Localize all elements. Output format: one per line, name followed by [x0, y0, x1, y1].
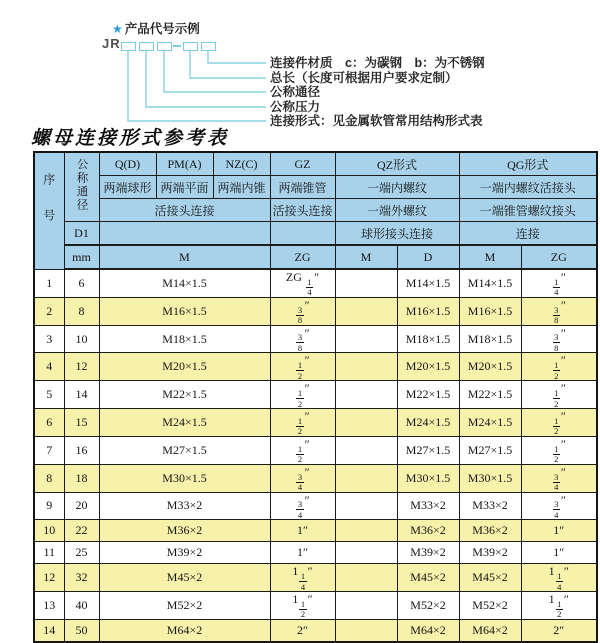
header-group-q: Q(D)	[99, 152, 156, 176]
qz-m-cell	[335, 381, 397, 409]
dn-cell: 25	[64, 542, 99, 564]
table-row	[34, 464, 597, 492]
m-thread-cell: M16×1.5	[99, 297, 270, 325]
m-thread-cell: M45×2	[99, 564, 270, 592]
header-pm-desc: 两端平面	[156, 176, 213, 199]
header-group-pm: PM(A)	[156, 152, 213, 176]
qz-m-cell	[335, 592, 397, 620]
table-row	[34, 592, 597, 620]
qz-m-cell	[335, 269, 397, 297]
serial-cell: 9	[34, 492, 64, 520]
m-thread-cell: M30×1.5	[99, 464, 270, 492]
header-serial: 序号	[34, 152, 64, 269]
code-box	[183, 42, 198, 51]
qz-m-cell	[335, 464, 397, 492]
header-qg-connect: 连接	[459, 222, 597, 246]
header-qz-ball-connect: 球形接头连接	[335, 222, 459, 246]
m-thread-cell: M14×1.5	[99, 269, 270, 297]
code-dash	[173, 45, 181, 47]
gz-zg-cell: $\frac{3}{8}$ ″	[270, 297, 335, 325]
callout-connection: 连接形式：见金属软管常用结构形式表	[270, 114, 483, 128]
code-box	[139, 42, 154, 51]
dn-cell: 22	[64, 520, 99, 542]
diagram-title	[112, 19, 200, 37]
star-icon: ★	[112, 22, 123, 36]
header-nz-desc: 两端内锥	[213, 176, 270, 199]
qg-zg-cell: $\frac{1}{4}$ ″	[521, 269, 597, 297]
qg-m-cell: M52×2	[459, 592, 521, 620]
m-thread-cell: M36×2	[99, 520, 270, 542]
qg-m-cell: M24×1.5	[459, 409, 521, 437]
dn-cell: 16	[64, 436, 99, 464]
diagram-title-text: 产品代号示例	[124, 22, 200, 36]
header-qg-zg: ZG	[521, 245, 597, 269]
m-thread-cell: M64×2	[99, 619, 270, 642]
qg-m-cell: M64×2	[459, 619, 521, 642]
gz-zg-cell: $\frac{1}{2}$ ″	[270, 381, 335, 409]
qz-m-cell	[335, 520, 397, 542]
serial-cell: 12	[34, 564, 64, 592]
serial-cell: 3	[34, 325, 64, 353]
table-header	[34, 152, 597, 269]
qz-m-cell	[335, 325, 397, 353]
qz-m-cell	[335, 297, 397, 325]
qz-d-cell: M64×2	[397, 619, 459, 642]
qg-zg-cell: $\frac{3}{8}$ ″	[521, 297, 597, 325]
gz-zg-cell: ZG $\frac{1}{4}$ ″	[270, 269, 335, 297]
header-gz-desc: 两端锥管	[270, 176, 335, 199]
qz-d-cell: M45×2	[397, 564, 459, 592]
qg-zg-cell: $\frac{1}{2}$ ″	[521, 436, 597, 464]
header-empty-cell	[270, 222, 335, 246]
header-unit-mm: mm	[64, 245, 99, 269]
header-bore: 公称通径	[64, 152, 99, 222]
qz-d-cell: M52×2	[397, 592, 459, 620]
nut-connection-table	[33, 151, 598, 643]
table-row	[34, 492, 597, 520]
code-box	[157, 42, 172, 51]
m-thread-cell: M24×1.5	[99, 409, 270, 437]
table-title: 螺母连接形式参考表	[31, 127, 230, 149]
qg-zg-cell: 1 $\frac{1}{4}$ ″	[521, 564, 597, 592]
serial-cell: 6	[34, 409, 64, 437]
gz-zg-cell: 2″	[270, 619, 335, 642]
gz-zg-cell: 1 $\frac{1}{4}$ ″	[270, 564, 335, 592]
serial-cell: 2	[34, 297, 64, 325]
gz-zg-cell: $\frac{3}{8}$ ″	[270, 325, 335, 353]
table-row	[34, 409, 597, 437]
qg-zg-cell: $\frac{1}{2}$ ″	[521, 353, 597, 381]
header-empty-cell	[99, 222, 270, 246]
m-thread-cell: M27×1.5	[99, 436, 270, 464]
m-thread-cell: M39×2	[99, 542, 270, 564]
dn-cell: 12	[64, 353, 99, 381]
qz-m-cell	[335, 619, 397, 642]
header-qz-desc: 一端内螺纹	[335, 176, 459, 199]
table-row	[34, 297, 597, 325]
serial-cell: 1	[34, 269, 64, 297]
qz-m-cell	[335, 564, 397, 592]
callout-length: 总长（长度可根据用户要求定制）	[270, 71, 458, 85]
qz-d-cell: M18×1.5	[397, 325, 459, 353]
qg-zg-cell: $\frac{1}{2}$ ″	[521, 381, 597, 409]
qg-zg-cell: 1″	[521, 520, 597, 542]
code-prefix: JR	[102, 36, 121, 51]
header-qz-desc2: 一端外螺纹	[335, 199, 459, 222]
header-qg-desc2: 一端锥管螺纹接头	[459, 199, 597, 222]
qz-d-cell: M14×1.5	[397, 269, 459, 297]
gz-zg-cell: 1 $\frac{1}{2}$ ″	[270, 592, 335, 620]
m-thread-cell: M52×2	[99, 592, 270, 620]
qg-m-cell: M30×1.5	[459, 464, 521, 492]
gz-zg-cell: $\frac{1}{2}$ ″	[270, 436, 335, 464]
qz-d-cell: M30×1.5	[397, 464, 459, 492]
callout-material: 连接件材质 c：为碳钢 b：为不锈钢	[270, 56, 485, 70]
qg-zg-cell: 1″	[521, 542, 597, 564]
dn-cell: 18	[64, 464, 99, 492]
header-group-gz: GZ	[270, 152, 335, 176]
qg-m-cell: M16×1.5	[459, 297, 521, 325]
qz-m-cell	[335, 353, 397, 381]
header-group-nz: NZ(C)	[213, 152, 270, 176]
qz-m-cell	[335, 436, 397, 464]
m-thread-cell: M22×1.5	[99, 381, 270, 409]
header-q-desc: 两端球形	[99, 176, 156, 199]
table-row	[34, 269, 597, 297]
header-thread-m: M	[99, 245, 270, 269]
header-group-qg: QG形式	[459, 152, 597, 176]
header-d1: D1	[64, 222, 99, 246]
gz-zg-cell: $\frac{3}{4}$ ″	[270, 492, 335, 520]
gz-zg-cell: $\frac{1}{2}$ ″	[270, 353, 335, 381]
m-thread-cell: M18×1.5	[99, 325, 270, 353]
serial-cell: 13	[34, 592, 64, 620]
qz-d-cell: M36×2	[397, 520, 459, 542]
table-row	[34, 381, 597, 409]
gz-zg-cell: $\frac{3}{4}$ ″	[270, 464, 335, 492]
dn-cell: 8	[64, 297, 99, 325]
qg-zg-cell: $\frac{1}{2}$ ″	[521, 409, 597, 437]
table-row	[34, 436, 597, 464]
m-thread-cell: M20×1.5	[99, 353, 270, 381]
qg-zg-cell: 2″	[521, 619, 597, 642]
qg-m-cell: M36×2	[459, 520, 521, 542]
dn-cell: 15	[64, 409, 99, 437]
header-qg-m: M	[459, 245, 521, 269]
qz-d-cell: M20×1.5	[397, 353, 459, 381]
table-row	[34, 520, 597, 542]
code-box	[201, 42, 216, 51]
qg-zg-cell: $\frac{3}{8}$ ″	[521, 325, 597, 353]
table-row	[34, 325, 597, 353]
serial-cell: 14	[34, 619, 64, 642]
dn-cell: 50	[64, 619, 99, 642]
gz-zg-cell: 1″	[270, 520, 335, 542]
m-thread-cell: M33×2	[99, 492, 270, 520]
qz-m-cell	[335, 409, 397, 437]
code-box	[121, 42, 136, 51]
table-row	[34, 353, 597, 381]
serial-cell: 4	[34, 353, 64, 381]
callout-bore: 公称通径	[270, 85, 321, 99]
header-qg-desc: 一端内螺纹活接头	[459, 176, 597, 199]
header-gz-union-connect: 活接头连接	[270, 199, 335, 222]
qz-d-cell: M16×1.5	[397, 297, 459, 325]
dn-cell: 32	[64, 564, 99, 592]
serial-cell: 10	[34, 520, 64, 542]
qz-d-cell: M39×2	[397, 542, 459, 564]
qg-m-cell: M45×2	[459, 564, 521, 592]
qg-m-cell: M20×1.5	[459, 353, 521, 381]
gz-zg-cell: $\frac{1}{2}$ ″	[270, 409, 335, 437]
qg-m-cell: M33×2	[459, 492, 521, 520]
header-union-connect: 活接头连接	[99, 199, 270, 222]
qg-m-cell: M14×1.5	[459, 269, 521, 297]
qg-m-cell: M27×1.5	[459, 436, 521, 464]
serial-cell: 5	[34, 381, 64, 409]
qz-m-cell	[335, 542, 397, 564]
qg-zg-cell: $\frac{3}{4}$ ″	[521, 492, 597, 520]
dn-cell: 6	[64, 269, 99, 297]
serial-cell: 7	[34, 436, 64, 464]
qz-d-cell: M33×2	[397, 492, 459, 520]
qg-m-cell: M39×2	[459, 542, 521, 564]
dn-cell: 14	[64, 381, 99, 409]
dn-cell: 40	[64, 592, 99, 620]
qz-d-cell: M22×1.5	[397, 381, 459, 409]
header-qz-d: D	[397, 245, 459, 269]
table-body	[34, 269, 597, 642]
serial-cell: 11	[34, 542, 64, 564]
dn-cell: 20	[64, 492, 99, 520]
qg-m-cell: M22×1.5	[459, 381, 521, 409]
table-row	[34, 564, 597, 592]
qg-zg-cell: $\frac{3}{4}$ ″	[521, 464, 597, 492]
header-thread-zg: ZG	[270, 245, 335, 269]
table-row	[34, 619, 597, 642]
qz-m-cell	[335, 492, 397, 520]
table-row	[34, 542, 597, 564]
header-qz-m: M	[335, 245, 397, 269]
qg-zg-cell: 1 $\frac{1}{2}$ ″	[521, 592, 597, 620]
callout-pressure: 公称压力	[270, 100, 321, 114]
header-group-qz: QZ形式	[335, 152, 459, 176]
qz-d-cell: M24×1.5	[397, 409, 459, 437]
qg-m-cell: M18×1.5	[459, 325, 521, 353]
qz-d-cell: M27×1.5	[397, 436, 459, 464]
gz-zg-cell: 1″	[270, 542, 335, 564]
serial-cell: 8	[34, 464, 64, 492]
dn-cell: 10	[64, 325, 99, 353]
